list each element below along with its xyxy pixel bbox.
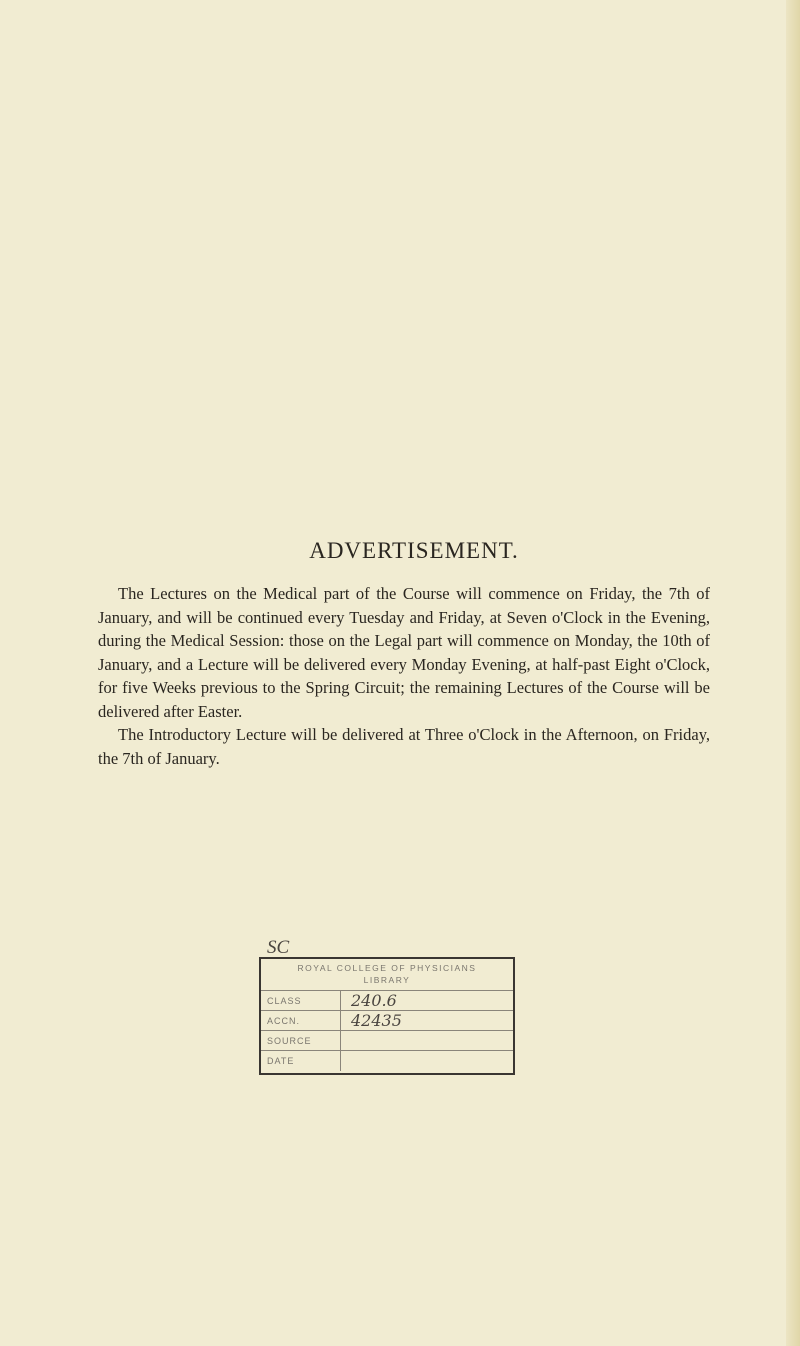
stamp-label: SOURCE: [261, 1031, 341, 1050]
stamp-header: [261, 959, 513, 991]
page-title: ADVERTISEMENT.: [309, 538, 519, 563]
stamp-row-accession: [261, 1011, 513, 1031]
stamp-row-source: [261, 1031, 513, 1051]
stamp-department: LIBRARY: [363, 975, 411, 985]
handwritten-shelf-mark: SC: [267, 937, 290, 958]
stamp-row-class: [261, 991, 513, 1011]
advertisement-section: [98, 538, 710, 770]
library-stamp: [259, 957, 515, 1075]
stamp-value: [341, 1031, 513, 1050]
paragraph-introductory-lecture: The Introductory Lecture will be delivered at Three o'Clock in the Afternoon, on Friday, the 7th of January.: [98, 725, 710, 768]
stamp-value: 42435: [351, 1011, 402, 1030]
stamp-institution: ROYAL COLLEGE OF PHYSICIANS: [297, 963, 477, 973]
paragraph-lectures-schedule: The Lectures on the Medical part of the Course will commence on Friday, the 7th of January, and will be continued every Tuesday and Friday, at Seven o'Clock in the Evening, during the Medical Session: those on the Legal part will commence on Monday, the 10th of January, and a Lecture will be delivered every Monday Evening, at half-past Eight o'Clock, for five Weeks previous to the Spring Circuit; the remaining Lectures of the Course will be delivered after Easter.: [98, 584, 710, 721]
stamp-label: CLASS: [261, 991, 341, 1010]
stamp-label: DATE: [261, 1051, 341, 1071]
stamp-value: [341, 1051, 513, 1071]
page-edge: [786, 0, 800, 1346]
stamp-row-date: [261, 1051, 513, 1071]
stamp-value: 240.6: [351, 991, 397, 1010]
stamp-label: ACCN.: [261, 1011, 341, 1030]
